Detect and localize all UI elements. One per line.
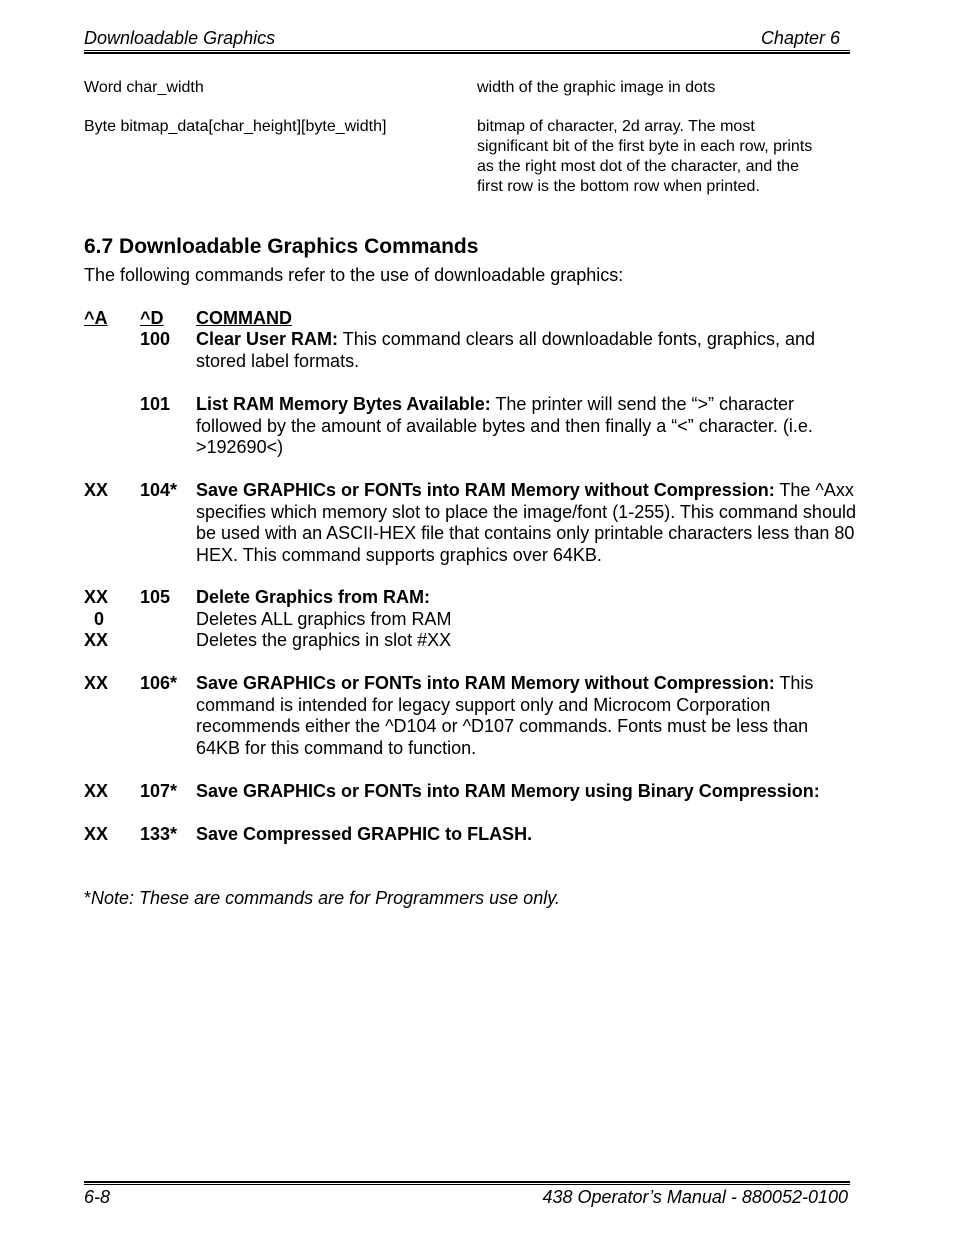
running-header-right: Chapter 6 <box>760 28 840 48</box>
command-entry <box>196 394 856 459</box>
field-name: Word char_width <box>84 79 204 96</box>
command-text: Deletes ALL graphics from RAM <box>196 609 452 629</box>
footer-rule-thin <box>84 1184 850 1185</box>
command-title: List RAM Memory Bytes Available: <box>196 394 491 414</box>
command-code: 100 <box>140 329 171 349</box>
command-entry <box>196 673 856 759</box>
column-header-d: ^D <box>140 308 164 328</box>
footer-rule-thick <box>84 1181 850 1183</box>
command-text: The ^Axx specifies which memory slot to place the image/font (1-255). This command should be used with an ASCII-HEX file that contains only printable characters less than 80 HEX. This command supports graphics over 64KB. <box>196 480 856 565</box>
section-title: 6.7 Downloadable Graphics Commands <box>84 235 479 258</box>
command-code: 105 <box>140 587 171 607</box>
command-param: XX <box>84 673 109 693</box>
field-description: bitmap of character, 2d array. The most significant bit of the first byte in each row, prints as the right most dot of the character, and the first row is the bottom row when printed. <box>477 118 813 195</box>
command-text: Deletes the graphics in slot #XX <box>196 630 452 650</box>
command-title: Clear User RAM: <box>196 329 339 349</box>
command-entry <box>196 329 856 372</box>
header-rule-thin <box>84 50 850 51</box>
command-title: Save GRAPHICs or FONTs into RAM Memory using Binary Compression: <box>196 781 820 801</box>
running-footer-title: 438 Operator’s Manual - 880052-0100 <box>542 1187 848 1207</box>
command-title: Save GRAPHICs or FONTs into RAM Memory without Compression: <box>196 673 775 693</box>
command-param: XX <box>84 824 109 844</box>
running-header-left: Downloadable Graphics <box>84 28 276 48</box>
command-code: 101 <box>140 394 171 414</box>
command-code: 104* <box>140 480 178 500</box>
note-text: Note: These are commands are for Programmers use only. <box>91 888 560 908</box>
command-code: 106* <box>140 673 178 693</box>
command-text: This command is intended for legacy support only and Microcom Corporation recommends either the ^D104 or ^D107 commands. Fonts must be less than 64KB for this command to function. <box>196 673 814 758</box>
programmer-note <box>84 888 560 910</box>
page-number: 6-8 <box>84 1187 111 1207</box>
command-title: Delete Graphics from RAM: <box>196 587 431 607</box>
field-name: Byte bitmap_data[char_height][byte_width] <box>84 118 387 135</box>
column-header-command: COMMAND <box>196 308 292 328</box>
command-param: XX <box>84 781 109 801</box>
command-code: 107* <box>140 781 178 801</box>
command-title: Save Compressed GRAPHIC to FLASH. <box>196 824 533 844</box>
command-param: XX <box>84 630 109 650</box>
field-description: width of the graphic image in dots <box>477 79 716 96</box>
note-star: * <box>84 888 92 908</box>
command-param: 0 <box>93 609 104 629</box>
command-entry <box>196 480 856 566</box>
command-param: XX <box>84 587 109 607</box>
command-title: Save GRAPHICs or FONTs into RAM Memory without Compression: <box>196 480 775 500</box>
command-text: The printer will send the “>” character followed by the amount of available bytes and then finally a “<” character. (i.e. >192690<) <box>196 394 813 457</box>
command-text: This command clears all downloadable fonts, graphics, and stored label formats. <box>196 329 815 371</box>
command-code: 133* <box>140 824 178 844</box>
header-rule-thick <box>84 52 850 54</box>
column-header-a: ^A <box>84 308 108 328</box>
section-intro: The following commands refer to the use of downloadable graphics: <box>84 265 624 285</box>
command-param: XX <box>84 480 109 500</box>
